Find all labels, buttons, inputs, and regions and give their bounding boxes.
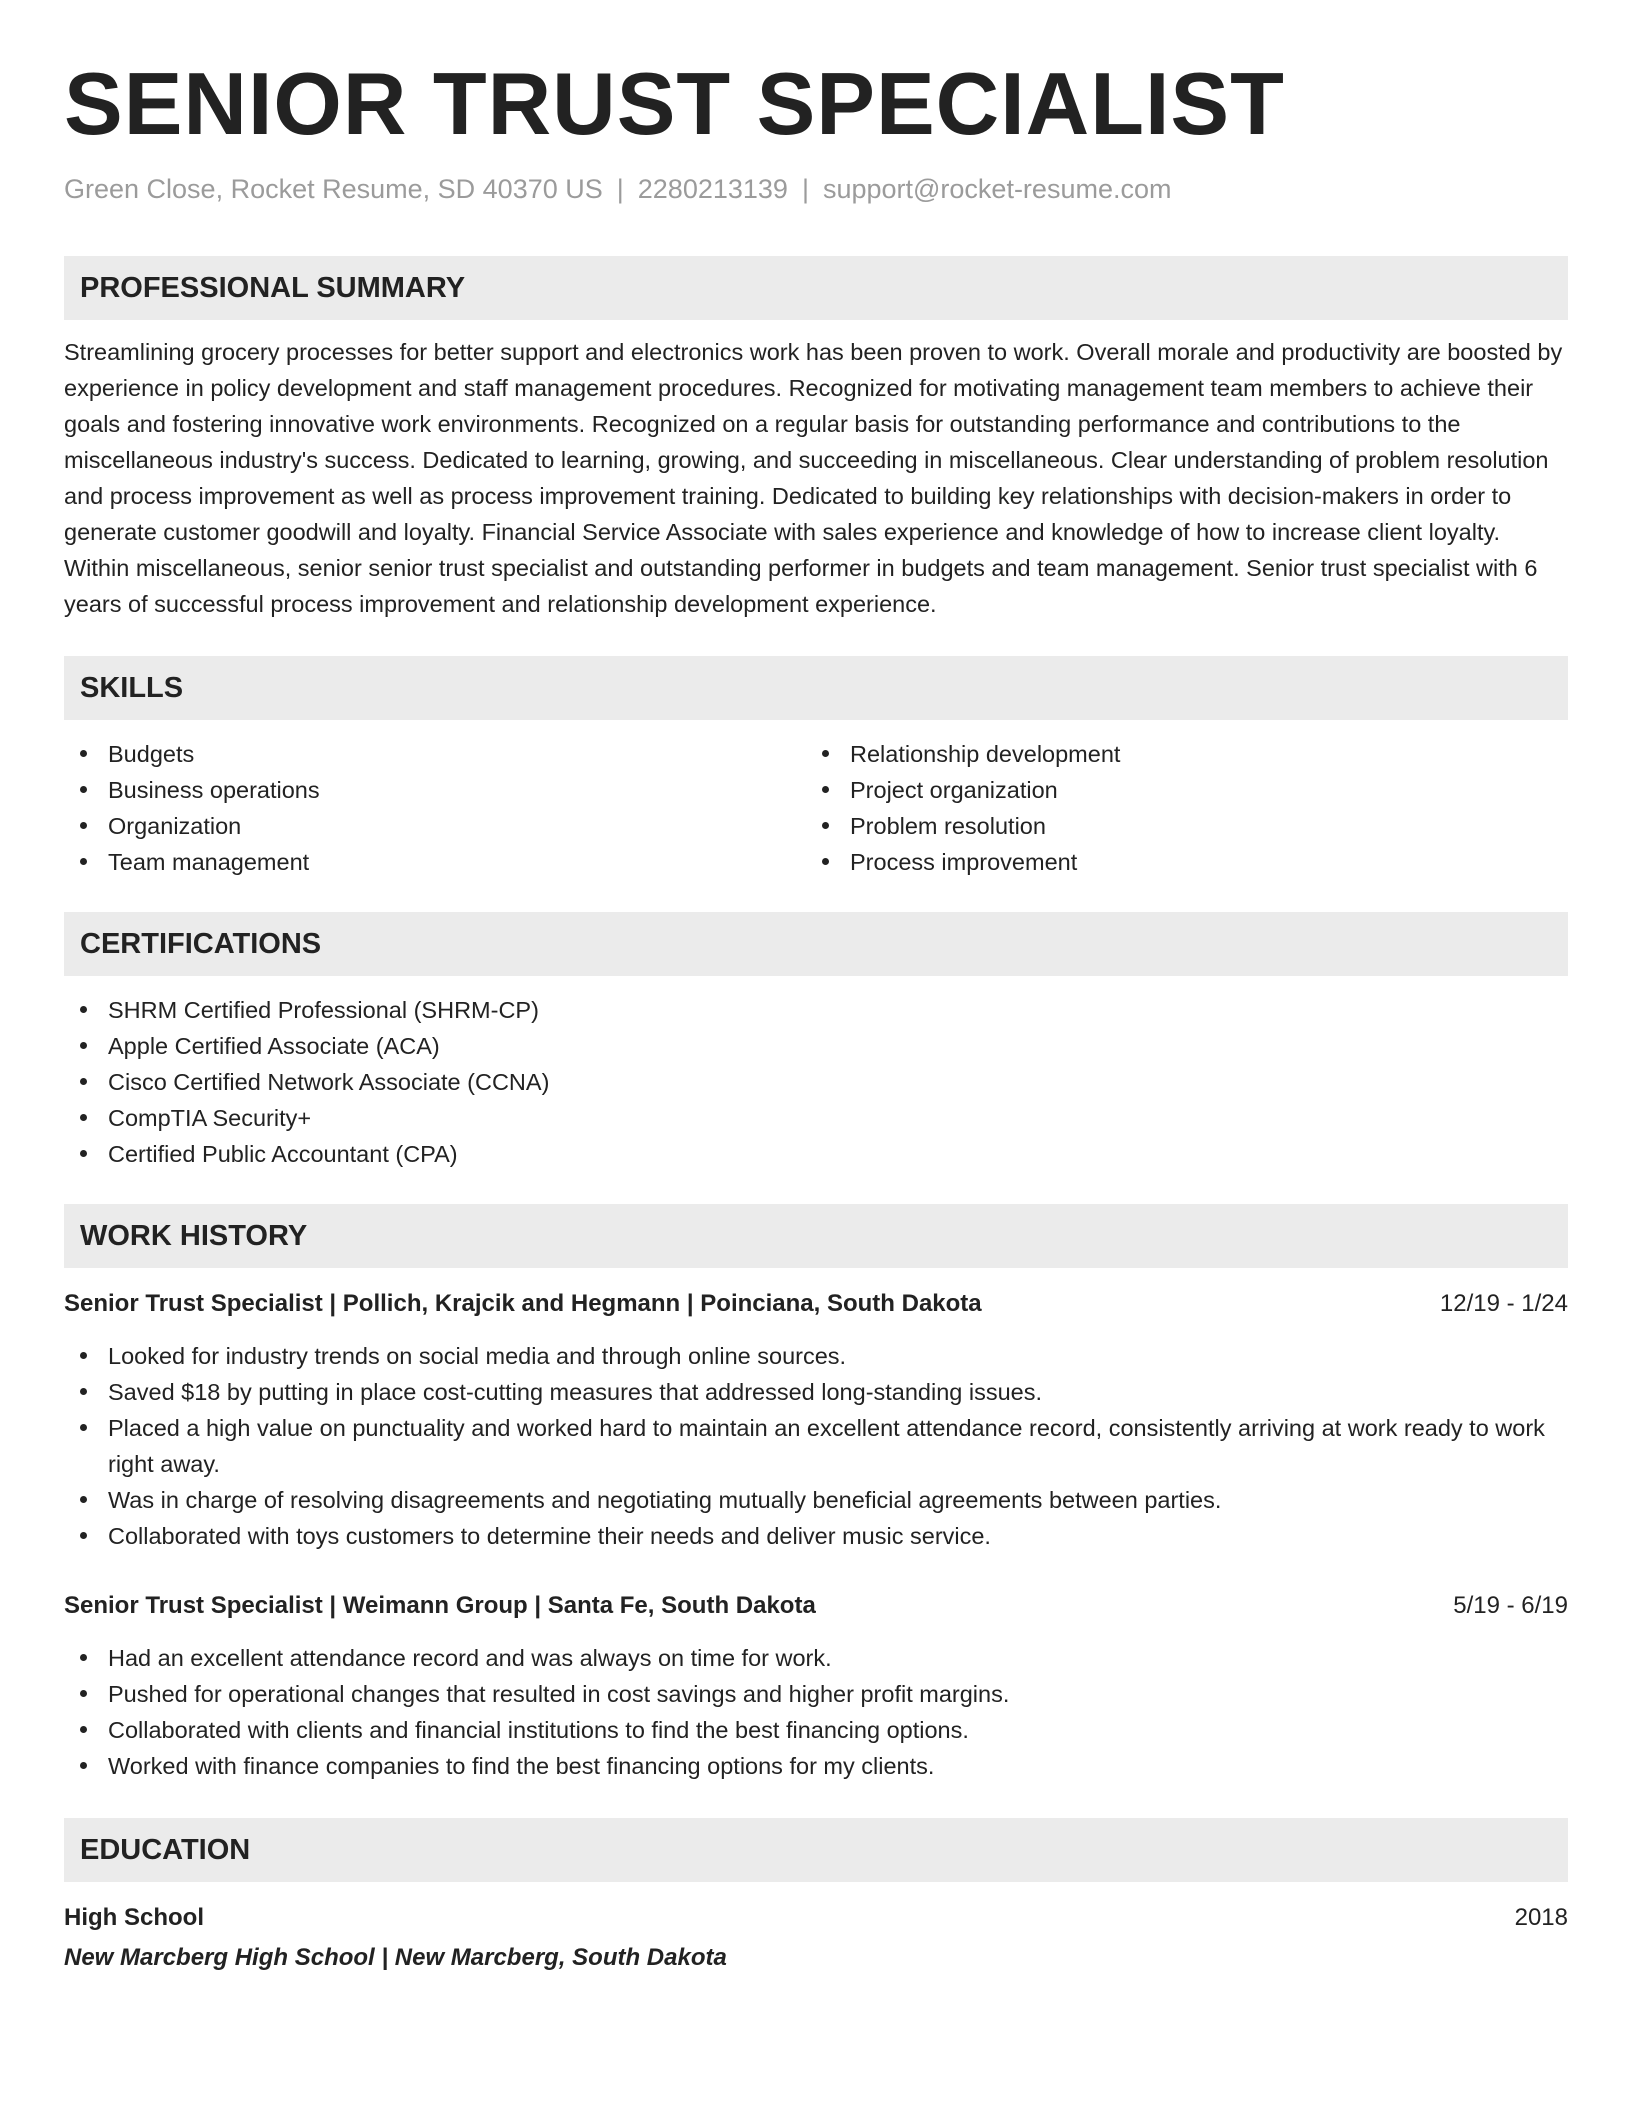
skill-item: Team management: [64, 844, 806, 880]
job-bullet: Looked for industry trends on social media and through online sources.: [64, 1338, 1568, 1374]
job-dates: 5/19 - 6/19: [1453, 1592, 1568, 1619]
skill-item: Organization: [64, 808, 806, 844]
job-dates: 12/19 - 1/24: [1439, 1290, 1568, 1317]
job-bullets: [64, 1338, 1568, 1554]
certifications-list: [64, 992, 1568, 1172]
candidate-name: SENIOR TRUST SPECIALIST: [64, 54, 1285, 153]
job-bullet: Collaborated with clients and financial institutions to find the best financing options.: [64, 1712, 1568, 1748]
education-year: 2018: [1514, 1904, 1568, 1931]
skill-item: Business operations: [64, 772, 806, 808]
section-header-certifications: CERTIFICATIONS: [64, 912, 1568, 976]
job-title: Senior Trust Specialist | Pollich, Krajcik and Hegmann | Poinciana, South Dakota: [64, 1290, 982, 1317]
skill-item: Process improvement: [806, 844, 1548, 880]
skill-item: Project organization: [806, 772, 1548, 808]
job-bullet: Placed a high value on punctuality and worked hard to maintain an excellent attendance record, consistently arriving at work ready to work right away.: [64, 1410, 1568, 1482]
section-header-skills: SKILLS: [64, 656, 1568, 720]
certification-item: Apple Certified Associate (ACA): [64, 1028, 1568, 1064]
education-school: New Marcberg High School | New Marcberg, South Dakota: [64, 1944, 727, 1971]
job-bullet: Collaborated with toys customers to determine their needs and deliver music service.: [64, 1518, 1568, 1554]
contact-separator: |: [801, 174, 809, 204]
job-bullet: Was in charge of resolving disagreements and negotiating mutually beneficial agreements between parties.: [64, 1482, 1568, 1518]
education-heading: [64, 1900, 1568, 1936]
section-header-summary: PROFESSIONAL SUMMARY: [64, 256, 1568, 320]
job-bullets: [64, 1640, 1568, 1784]
certification-item: Certified Public Accountant (CPA): [64, 1136, 1568, 1172]
certification-item: Cisco Certified Network Associate (CCNA): [64, 1064, 1568, 1100]
job-heading: [64, 1588, 1568, 1624]
section-header-education: EDUCATION: [64, 1818, 1568, 1882]
job-bullet: Saved $18 by putting in place cost-cutting measures that addressed long-standing issues.: [64, 1374, 1568, 1410]
job-entry: [64, 1286, 1568, 1554]
contact-phone: 2280213139: [637, 174, 788, 204]
job-bullet: Pushed for operational changes that resulted in cost savings and higher profit margins.: [64, 1676, 1568, 1712]
contact-address: Green Close, Rocket Resume, SD 40370 US: [64, 174, 603, 204]
skill-item: Relationship development: [806, 736, 1548, 772]
job-bullet: Worked with finance companies to find the best financing options for my clients.: [64, 1748, 1568, 1784]
contact-separator: |: [616, 174, 624, 204]
education-degree: High School: [64, 1904, 204, 1931]
resume-page: [64, 0, 1568, 1976]
section-header-work-history: WORK HISTORY: [64, 1204, 1568, 1268]
skill-item: Problem resolution: [806, 808, 1548, 844]
skills-column-right: [806, 736, 1548, 880]
certification-item: SHRM Certified Professional (SHRM-CP): [64, 992, 1568, 1028]
job-title: Senior Trust Specialist | Weimann Group | Santa Fe, South Dakota: [64, 1592, 816, 1619]
job-bullet: Had an excellent attendance record and was always on time for work.: [64, 1640, 1568, 1676]
summary-text: Streamlining grocery processes for better support and electronics work has been proven to work. Overall morale and productivity are boosted by experience in policy development and staff management procedures. Recognized for motivating management team members to achieve their goals and fostering innovative work environments. Recognized on a regular basis for outstanding performance and contributions to the miscellaneous industry's success. Dedicated to learning, growing, and succeeding in miscellaneous. Clear understanding of problem resolution and process improvement as well as process improvement training. Dedicated to building key relationships with decision-makers in order to generate customer goodwill and loyalty. Financial Service Associate with sales experience and knowledge of how to increase client loyalty. Within miscellaneous, senior senior trust specialist and outstanding performer in budgets and team management. Senior trust specialist with 6 years of successful process improvement and relationship development experience.: [64, 339, 1563, 617]
skill-item: Budgets: [64, 736, 806, 772]
contact-email: support@rocket-resume.com: [822, 174, 1172, 204]
contact-line: [64, 172, 1568, 206]
job-heading: [64, 1286, 1568, 1322]
job-entry: [64, 1588, 1568, 1784]
skills-column-left: [64, 736, 806, 880]
certification-item: CompTIA Security+: [64, 1100, 1568, 1136]
skills-grid: [64, 736, 1568, 880]
